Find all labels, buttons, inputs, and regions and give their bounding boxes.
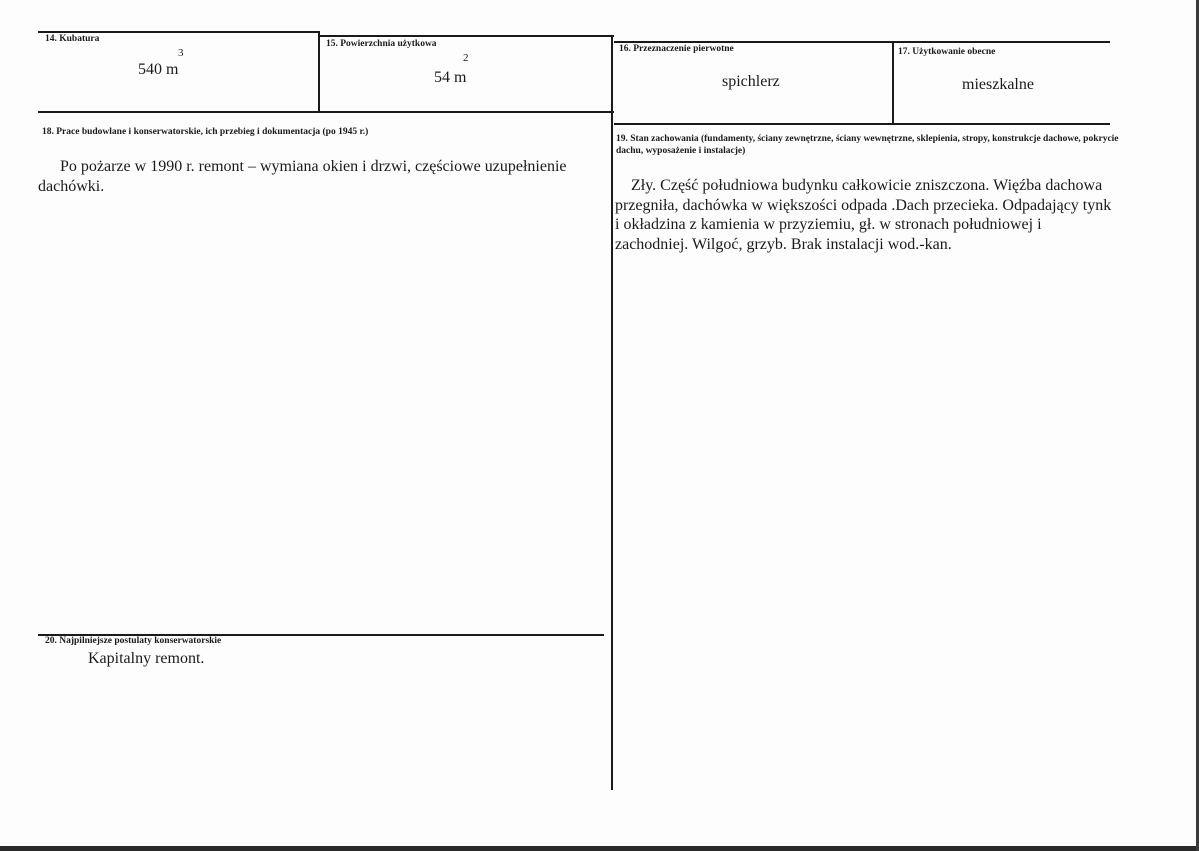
scan-bottom-edge xyxy=(0,846,1199,851)
rule-mid-right xyxy=(614,123,1110,125)
field-15-value: 54 m xyxy=(434,69,467,86)
field-16-label: 16. Przeznaczenie pierwotne xyxy=(619,44,734,54)
rule-v-f14-f15 xyxy=(318,33,320,113)
field-20-label: 20. Najpilniejsze postulaty konserwatorskie xyxy=(45,636,222,646)
field-20-text: Kapitalny remont. xyxy=(88,650,205,667)
field-15-label: 15. Powierzchnia użytkowa xyxy=(326,39,437,49)
field-14-value: 540 m xyxy=(138,61,179,78)
field-17-value: mieszkalne xyxy=(962,76,1034,93)
rule-v-f16-f17 xyxy=(892,43,894,124)
field-14-exponent: 3 xyxy=(178,47,184,59)
field-18-label: 18. Prace budowlane i konserwatorskie, ich przebieg i dokumentacja (po 1945 r.) xyxy=(42,127,369,137)
rule-mid-left xyxy=(38,111,614,113)
rule-v-main xyxy=(611,37,613,790)
field-15-exponent: 2 xyxy=(463,52,469,64)
field-17-label: 17. Użytkowanie obecne xyxy=(898,47,996,57)
field-19-label: 19. Stan zachowania (fundamenty, ściany zewnętrzne, ściany wewnętrzne, sklepienia, stropy, konstrukcje dachowe, pokrycie dachu, wyposażenie i instalacje) xyxy=(616,134,1119,156)
field-18-text: Po pożarze w 1990 r. remont – wymiana okien i drzwi, częściowe uzupełnienie dachówki. xyxy=(38,158,567,195)
field-16-value: spichlerz xyxy=(722,73,780,90)
field-19-text: Zły. Część południowa budynku całkowicie zniszczona. Więźba dachowa przegniła, dachówka w większości odpada .Dach przecieka. Odpadający tynk i okładzina z kamienia w przyziemiu, gł. w stronach południowej i zachodniej. Wilgoć, grzyb. Brak instalacji wod.-kan. xyxy=(615,177,1112,253)
rule-top-f15 xyxy=(320,35,614,37)
field-14-label: 14. Kubatura xyxy=(45,34,100,44)
